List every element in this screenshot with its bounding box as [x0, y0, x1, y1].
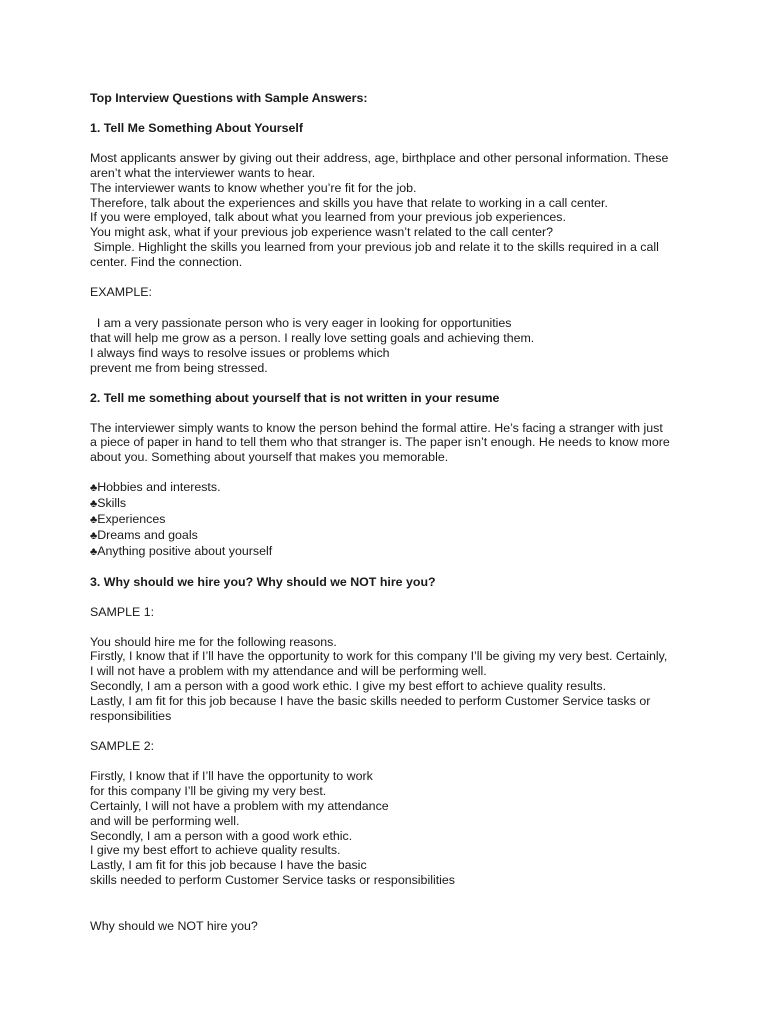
- question-3-heading: 3. Why should we hire you? Why should we NOT hire you?: [90, 574, 436, 589]
- paragraph-line: The interviewer wants to know whether you’re fit for the job.: [90, 180, 417, 195]
- question-2-heading: 2. Tell me something about yourself that is not written in your resume: [90, 390, 500, 405]
- sample-2-label: SAMPLE 2:: [90, 739, 155, 753]
- sample-line: for this company I’ll be giving my very best.: [90, 783, 327, 798]
- list-item-label: Dreams and goals: [97, 527, 198, 542]
- paragraph-line: Most applicants answer by giving out their address, age, birthplace and other personal information. These: [90, 150, 669, 165]
- list-item: [90, 496, 690, 512]
- list-item-label: Hobbies and interests.: [97, 480, 221, 495]
- paragraph-line: aren’t what the interviewer wants to hear.: [90, 165, 316, 180]
- document-page: [90, 91, 690, 934]
- list-item: [90, 528, 690, 544]
- sample-2-block: [90, 769, 690, 888]
- list-item-label: Skills: [97, 496, 127, 511]
- not-hire-question: Why should we NOT hire you?: [90, 919, 258, 934]
- example-line: prevent me from being stressed.: [90, 360, 268, 375]
- paragraph-line: about you. Something about yourself that makes you memorable.: [90, 450, 449, 465]
- sample-line: I will not have a problem with my attendance and will be performing well.: [90, 664, 487, 679]
- list-item-label: Experiences: [97, 512, 166, 527]
- question-1-heading: 1. Tell Me Something About Yourself: [90, 120, 303, 135]
- sample-line: Secondly, I am a person with a good work ethic.: [90, 828, 353, 843]
- list-item: [90, 544, 690, 560]
- sample-line: Lastly, I am fit for this job because I have the basic skills needed to perform Customer Service tasks or: [90, 694, 651, 709]
- sample-line: Certainly, I will not have a problem with my attendance: [90, 798, 389, 813]
- sample-line: You should hire me for the following reasons.: [90, 634, 337, 649]
- question-1-paragraph: [90, 151, 690, 270]
- paragraph-line: Simple. Highlight the skills you learned from your previous job and relate it to the skills required in a call: [90, 240, 659, 255]
- sample-line: and will be performing well.: [90, 813, 240, 828]
- document-title: Top Interview Questions with Sample Answers:: [90, 91, 368, 105]
- club-bullet-icon: ♣: [90, 498, 98, 511]
- sample-line: I give my best effort to achieve quality results.: [90, 843, 341, 858]
- club-bullet-icon: ♣: [90, 482, 98, 495]
- paragraph-line: Therefore, talk about the experiences and skills you have that relate to working in a call center.: [90, 195, 608, 210]
- paragraph-line: center. Find the connection.: [90, 255, 243, 270]
- club-bullet-icon: ♣: [90, 529, 98, 542]
- question-2-paragraph: [90, 421, 690, 466]
- sample-1-block: [90, 635, 690, 724]
- example-label: EXAMPLE:: [90, 285, 152, 300]
- sample-line: Firstly, I know that if I’ll have the opportunity to work: [90, 768, 373, 783]
- sample-line: Firstly, I know that if I’ll have the opportunity to work for this company I’ll be giving my very best. Certainly,: [90, 649, 668, 664]
- club-bullet-icon: ♣: [90, 514, 98, 527]
- paragraph-line: You might ask, what if your previous job experience wasn’t related to the call center?: [90, 225, 554, 240]
- list-item-label: Anything positive about yourself: [97, 543, 273, 558]
- sample-1-label: SAMPLE 1:: [90, 604, 155, 619]
- example-block: [90, 316, 690, 376]
- paragraph-line: a piece of paper in hand to tell them who that stranger is. The paper isn’t enough. He needs to know more: [90, 435, 670, 450]
- sample-line: responsibilities: [90, 709, 172, 724]
- sample-line: Secondly, I am a person with a good work ethic. I give my best effort to achieve quality results.: [90, 679, 607, 694]
- example-line: I always find ways to resolve issues or problems which: [90, 345, 390, 360]
- paragraph-line: The interviewer simply wants to know the person behind the formal attire. He’s facing a stranger with just: [90, 420, 663, 435]
- paragraph-line: If you were employed, talk about what you learned from your previous job experiences.: [90, 210, 566, 225]
- sample-line: Lastly, I am fit for this job because I have the basic: [90, 858, 367, 873]
- sample-line: skills needed to perform Customer Service tasks or responsibilities: [90, 873, 455, 888]
- bullet-list: [90, 480, 690, 560]
- list-item: [90, 512, 690, 528]
- example-line: I am a very passionate person who is very eager in looking for opportunities: [90, 315, 512, 330]
- list-item: [90, 480, 690, 496]
- example-line: that will help me grow as a person. I really love setting goals and achieving them.: [90, 330, 535, 345]
- club-bullet-icon: ♣: [90, 545, 98, 558]
